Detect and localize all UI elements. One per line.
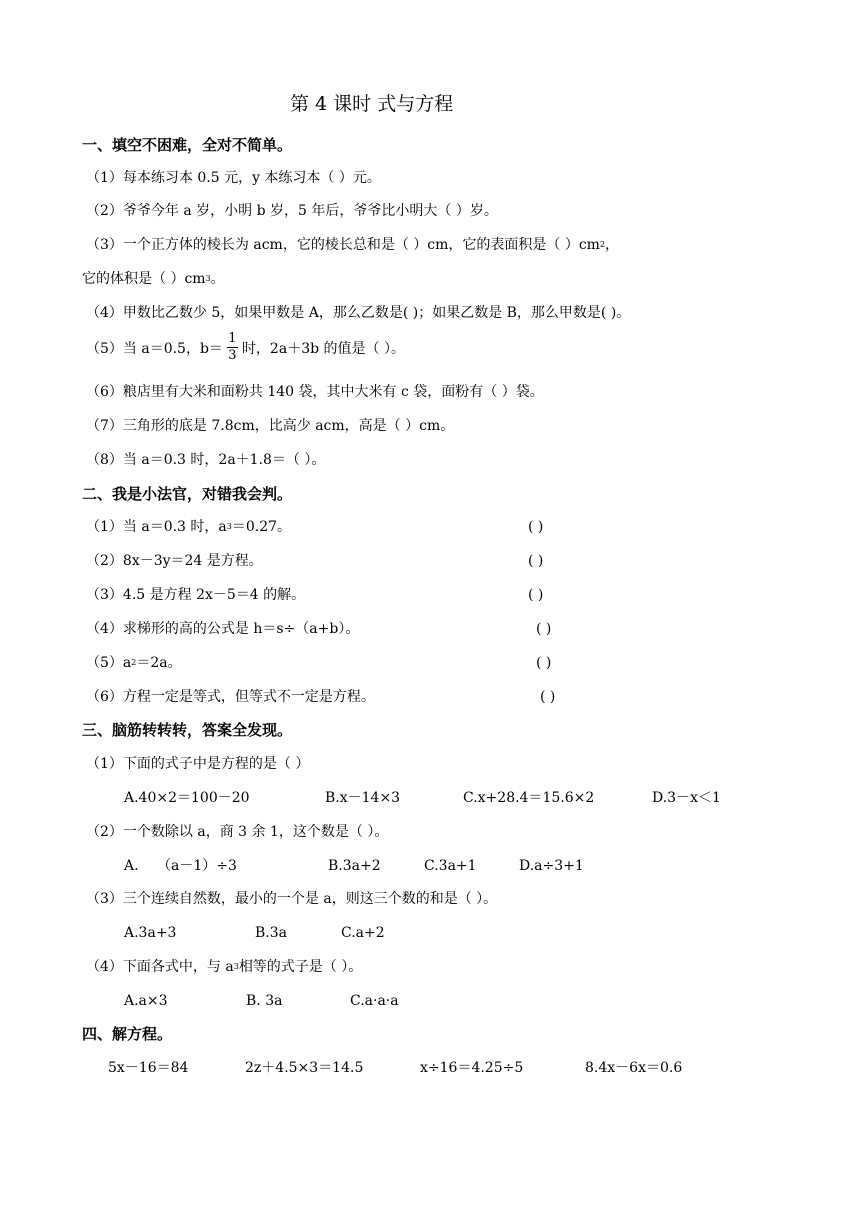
equation-1: 5x－16＝84 <box>108 1060 189 1076</box>
page-title: 第 4 课时 式与方程 <box>290 93 454 115</box>
choice-1-option-c: C.x+28.4＝15.6×2 <box>463 790 595 806</box>
choice-2-option-c: C.3a+1 <box>424 858 477 874</box>
choice-question-4: （4）下面各式中，与 $a^3$相等的式子是（ ）。 <box>86 959 363 975</box>
judge-answer-bracket-6: ( ) <box>540 689 556 705</box>
choice-2-option-a: A. （a－1）÷3 <box>124 858 237 874</box>
choice-4-option-b: B. 3a <box>246 993 283 1009</box>
choice-1-option-a: A.40×2＝100－20 <box>124 790 250 806</box>
judge-question-5: $(5)a^2=2a$。 <box>86 655 182 671</box>
choice-1-option-d: D.3－x＜1 <box>652 790 721 806</box>
judge-answer-bracket-1: ( ) <box>528 519 544 535</box>
question-1-8: （8）当 a＝0.3 时，2a＋1.8＝（ ）。 <box>86 452 326 468</box>
judge-question-6: （6）方程一定是等式，但等式不一定是方程。 <box>86 689 375 705</box>
judge-answer-bracket-2: ( ) <box>528 553 544 569</box>
choice-question-2: （2）一个数除以 a，商 3 余 1，这个数是（ ）。 <box>86 824 389 840</box>
judge-question-2: （2）8x－3y＝24 是方程。 <box>86 553 263 569</box>
choice-2-option-d: D.a÷3+1 <box>519 858 584 874</box>
choice-4-option-a: A.a×3 <box>124 993 168 1009</box>
question-1-3-line2: 它的体积是（ ）$cm^3$。 <box>82 271 225 287</box>
question-1-6: （6）粮店里有大米和面粉共 140 袋，其中大米有 c 袋，面粉有（ ）袋。 <box>86 384 544 400</box>
choice-question-1: （1）下面的式子中是方程的是（ ） <box>86 756 310 772</box>
fraction-one-third: $\frac{1}{3}$ <box>228 331 237 363</box>
question-1-2: （2）爷爷今年 a 岁，小明 b 岁，5 年后，爷爷比小明大（ ）岁。 <box>86 203 498 219</box>
choice-3-option-a: A.3a+3 <box>124 925 177 941</box>
judge-answer-bracket-5: ( ) <box>536 655 552 671</box>
equation-4: 8.4x－6x＝0.6 <box>585 1060 683 1076</box>
choice-3-option-b: B.3a <box>255 925 287 941</box>
question-1-4: （4）甲数比乙数少 5，如果甲数是 A，那么乙数是( )；如果乙数是 B，那么甲数是( )。 <box>86 305 631 321</box>
choice-question-3: （3）三个连续自然数，最小的一个是 a，则这三个数的和是（ ）。 <box>86 891 498 907</box>
judge-question-3: （3）4.5 是方程 2x－5＝4 的解。 <box>86 587 306 603</box>
choice-4-option-c: C.a·a·a <box>350 993 399 1009</box>
judge-answer-bracket-4: ( ) <box>536 621 552 637</box>
section-2-heading: 二、我是小法官，对错我会判。 <box>82 485 293 503</box>
question-1-5: （5）当 a＝0.5，b＝ $\frac{1}{3}$ 时，2a＋3b 的值是（ ）。 <box>86 331 405 363</box>
question-1-7: （7）三角形的底是 7.8cm，比高少 acm，高是（ ）cm。 <box>86 418 455 434</box>
choice-1-option-b: B.x－14×3 <box>325 790 401 806</box>
section-3-heading: 三、脑筋转转转，答案全发现。 <box>82 721 293 739</box>
equation-3: x÷16＝4.25÷5 <box>420 1060 524 1076</box>
question-1-1: （1）每本练习本 0.5 元，y 本练习本（ ）元。 <box>86 170 381 186</box>
section-1-heading: 一、填空不困难，全对不简单。 <box>82 136 293 154</box>
judge-question-4: （4）求梯形的高的公式是 h＝s÷（a+b）。 <box>86 621 360 637</box>
choice-3-option-c: C.a+2 <box>341 925 385 941</box>
question-1-3-line1: （3）一个正方体的棱长为 acm，它的棱长总和是（ ）cm，它的表面积是（ ）$cm^2$， <box>86 237 620 253</box>
section-4-heading: 四、解方程。 <box>82 1025 173 1043</box>
judge-answer-bracket-3: ( ) <box>528 587 544 603</box>
equation-2: 2z＋4.5×3＝14.5 <box>245 1060 364 1076</box>
judge-question-1: （1）当 a＝0.3 时，$a^3=0.27$。 <box>86 519 292 535</box>
choice-2-option-b: B.3a+2 <box>328 858 381 874</box>
